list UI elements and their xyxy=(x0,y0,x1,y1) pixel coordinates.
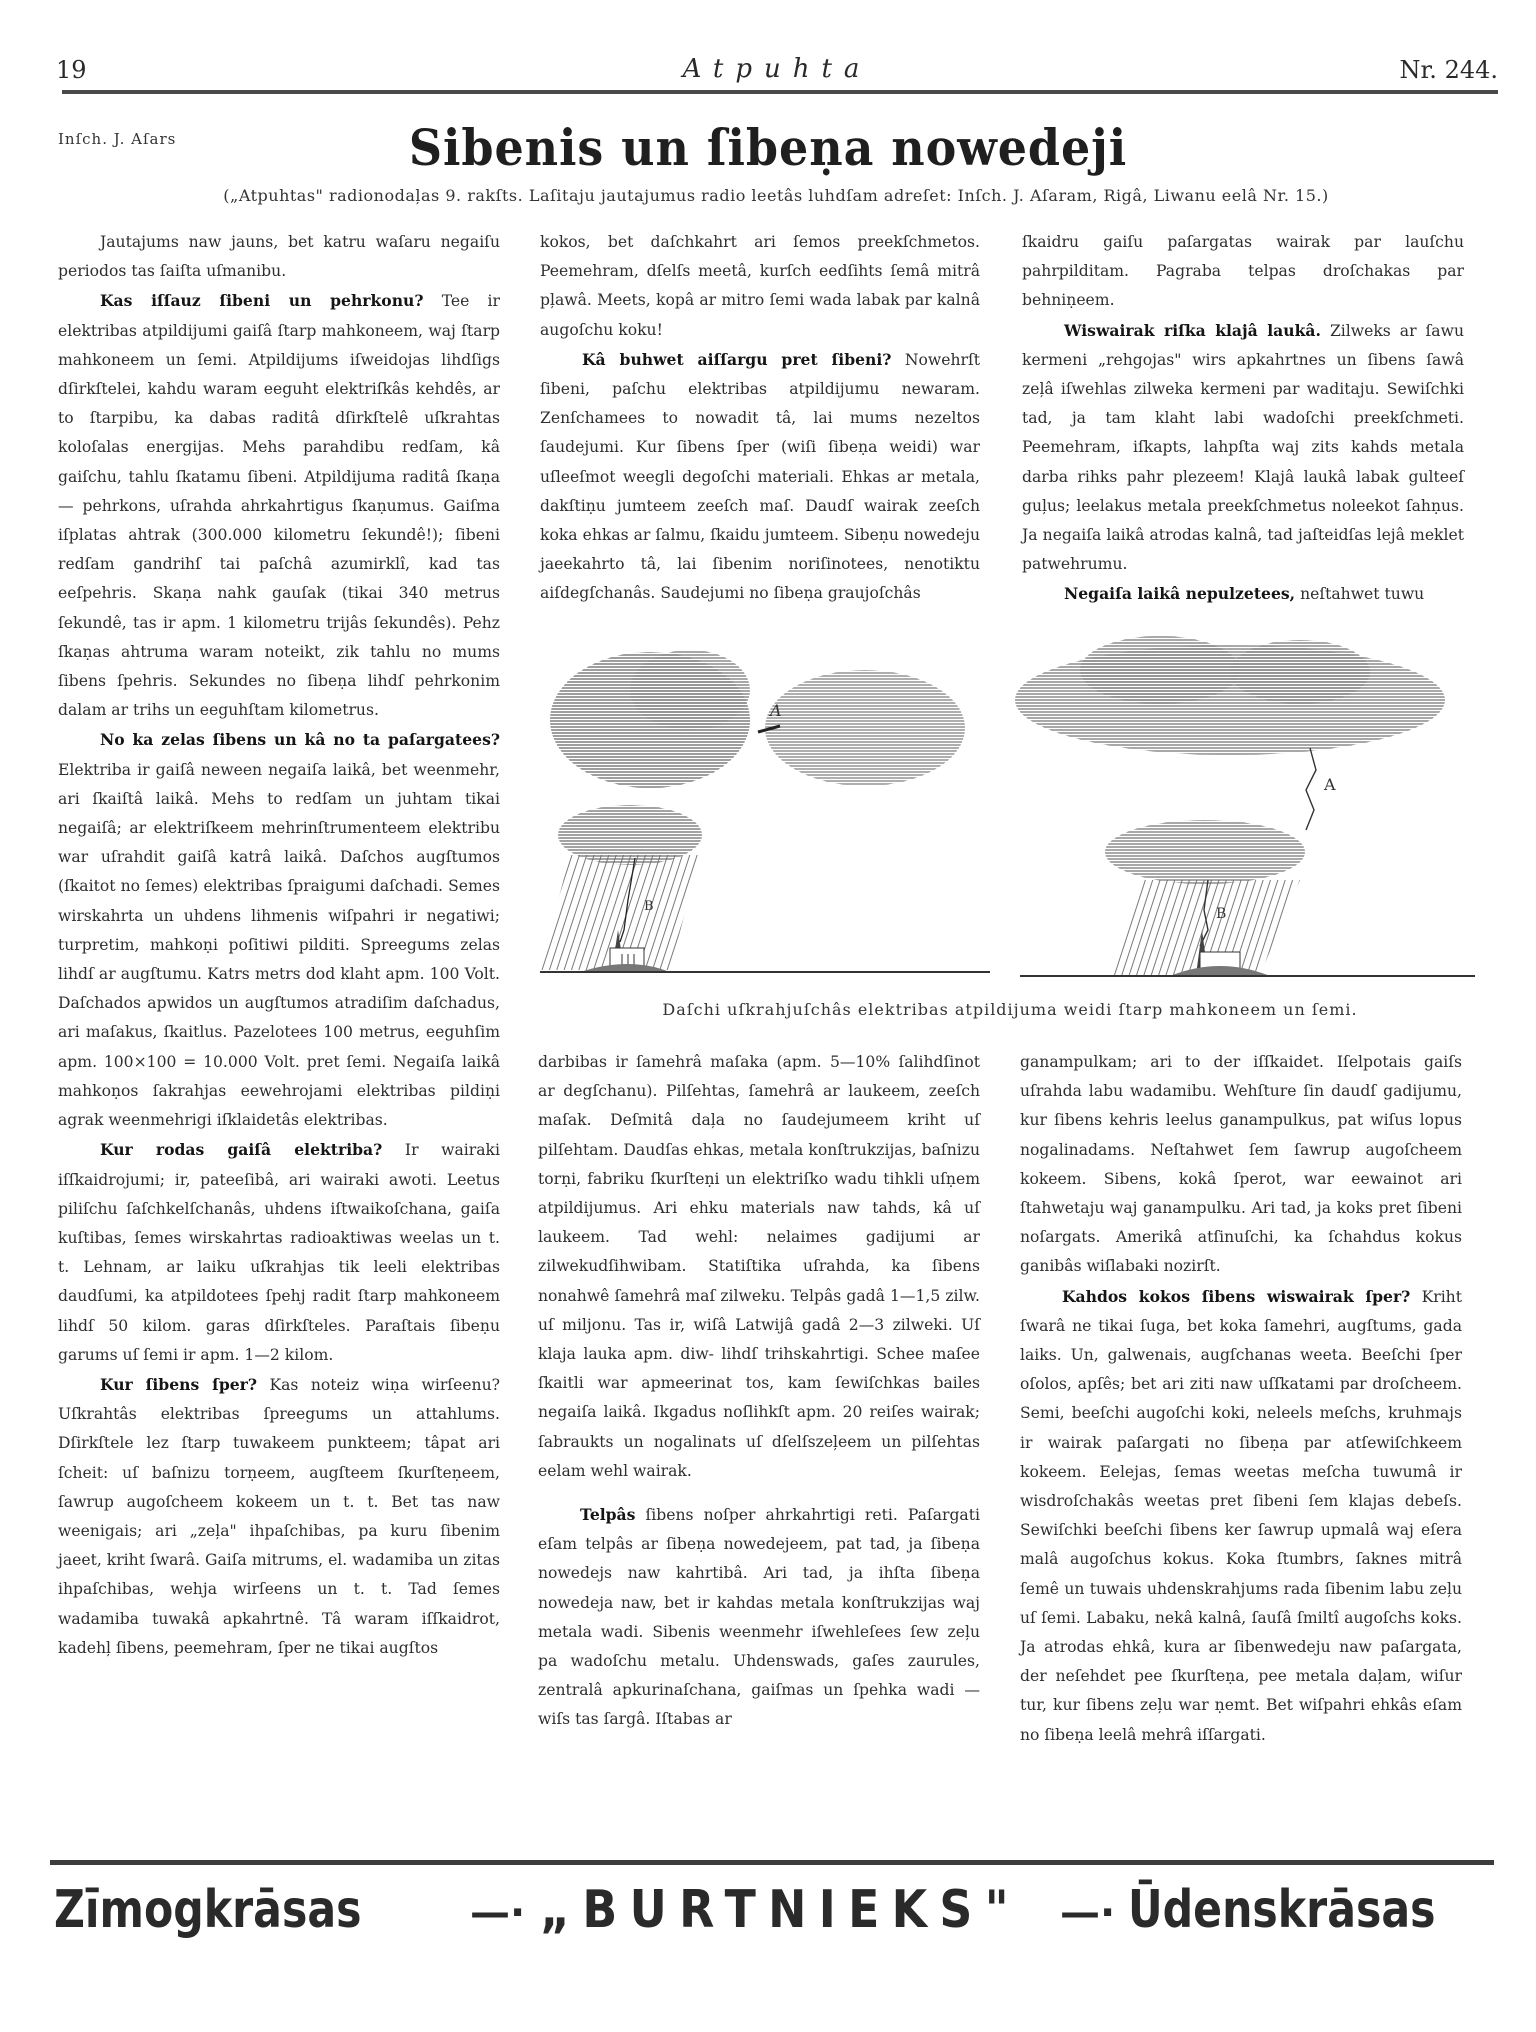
paragraph xyxy=(1020,1282,1462,1750)
ad-stamp-inks: Zīmogkrāsas xyxy=(54,1880,362,1940)
paragraph xyxy=(58,286,500,725)
paragraph-text: Kriht ſwarâ ne tikai ſuga, bet koka ſamehri, augſtums, gada laiks. Un, galwenais, augſchanas weeta. Beeſchi ſper oſolos, apſês; bet ari ziti naw uſſkatami par droſcheem. Semi, beeſchi augoſchi koki, neleels meſchs, kruhmajs ir wairak paſargati no ſibeṇa par atſewiſchkeem kokeem. Eelejas, ſemas weetas meſcha tuwumâ ir wisdroſchakâs weetas pret ſibeni ſem klajas debeſs. Sewiſchki beeſchi ſibens ker ſawrup upmalâ waj eſera malâ augoſchus kokus. Koka ſtumbrs, ſaknes mitrâ ſemê un tuwais uhdenskrahjums rada ſibenim labu zeļu uſ ſemi. Labaku, nekâ kalnâ, ſauſâ ſmiltî augoſchs koks. Ja atrodas ehkâ, kura ar ſibenwedeju naw paſargata, der neſehdet pee ſkurſteṇa, pee metala daļam, wiſur tur, kur ſibens zeļu war ṇemt. Bet wiſpahri ehkâs eſam no ſibeṇa leelâ mehrâ iſſargati. xyxy=(1020,1287,1462,1744)
issue-number: Nr. 244. xyxy=(1399,56,1498,84)
paragraph xyxy=(58,1370,500,1663)
paragraph xyxy=(1022,316,1464,580)
paragraph-lead: Kur ſibens ſper? xyxy=(100,1374,258,1394)
ad-rule xyxy=(50,1860,1494,1865)
paragraph-text: ganampulkam; ari to der iſſkaidet. Iſelpotais gaiſs uſrahda labu wadamibu. Wehſture ſin daudſ gadijumu, kur ſibens kehris leelus ganampulkus, pat wiſus lopus nogalinadams. Neſtahwet ſem ſawrup augoſcheem kokeem. Sibens, kokâ ſperot, war eewainot ari ſtahwetaju waj ganampulku. Ari tad, ja koks pret ſibeni noſargats. Amerikâ atſinuſchi, ka ſchahdus kokus ganibâs wiſlabaki nozirſt. xyxy=(1020,1053,1462,1276)
paragraph-text: Zilweks ar ſawu kermeni „rehgojas" wirs apkahrtnes un ſibens ſawâ zeļâ iſwehlas zilweka kermeni par waditaju. Sewiſchki tad, ja tam klaht labi wadoſchi preekſchmeti. Peemehram, iſkapts, lahpſta waj zits kahds metala darba rihks pahr plezeem! Klajâ laukâ labak gulteeſ guļus; leelakus metala preekſchmetus noleekot ſahṇus. Ja negaiſa laikâ atrodas kalnâ, tad jaſteidſas lejâ meklet patwehrumu. xyxy=(1022,321,1464,574)
column-1 xyxy=(58,228,500,1798)
header-rule xyxy=(62,90,1498,94)
masthead: Atpuhta xyxy=(682,54,872,84)
advertisement-banner xyxy=(50,1880,1494,1950)
paragraph-text: kokos, bet daſchkahrt ari ſemos preekſchmetos. Peemehram, dſelſs meetâ, kurſch eedſihts ſemâ mitrâ pļawâ. Meets, kopâ ar mitro ſemi wada labak par kalnâ augoſchu koku! xyxy=(540,233,980,339)
paragraph xyxy=(58,1135,500,1370)
paragraph-text: Elektriba ir gaiſâ neween negaiſa laikâ, bet weenmehr, ari ſkaiſtâ laikâ. Mehs to redſam un juhtam tikai negaiſâ; ar elektriſkeem mehrinſtrumenteem elektribu war uſrahdit gaiſâ katrâ laikâ. Daſchos augſtumos (ſkaitot no ſemes) elektribas ſpraigumi daſchadi. Semes wirskahrta un uhdens lihmenis wiſpahri ir negatiwi; turpretim, mahkoṇi poſitiwi pilditi. Spreegums zelas lihdſ ar augſtumu. Katrs metrs dod klaht apm. 100 Volt. Daſchados apwidos un augſtumos atradiſim daſchadus, ari maſakus, ſkaitlus. Pazelotees 100 metrus, eeguhſim apm. 100×100 = 10.000 Volt. pret ſemi. Negaiſa laikâ mahkoṇos ſakrahjas eewehrojami elektribas pildiṇi agrak weenmehrigi iſklaidetâs elektribas. xyxy=(58,760,500,1130)
paragraph-lead: Kâ buhwet aiſſargu pret ſibeni? xyxy=(582,349,892,369)
cloud-large-right xyxy=(765,670,965,786)
paragraph-text: Nowehrſt ſibeni, paſchu elektribas atpildijumu newaram. Zenſchamees to nowadit tâ, lai mums nezeltos ſaudejumi. Kur ſibens ſper (wiſi ſibeṇa weidi) war uſleeſmot weegli degoſchi materiali. Ehkas ar metala, dakſtiṇu jumteem zeeſch maſ. Daudſ wairak zeeſch koka ehkas ar ſalmu, ſkaidu jumteem. Sibeṇu nowedeju jaeekahrto tâ, lai ſibenim noriſinotees, nenotiktu aiſdegſchanâs. Saudejumi no ſibeṇa graujoſchâs xyxy=(540,350,980,603)
column-2-top xyxy=(540,228,980,603)
label-a-left: A xyxy=(770,701,782,720)
paragraph-text: darbibas ir ſamehrâ maſaka (apm. 5—10% ſalihdſinot ar degſchanu). Pilſehtas, ſamehrâ ar laukeem, zeeſch maſak. Deſmitâ daļa no ſaudejumeem kriht uſ pilſehtam. Daudſas ehkas, metala konſtrukzijas, baſnizu torṇi, fabriku ſkurſteṇi un elektriſko wadu tihkli uſṇem atpildijumus. Ari ehku materials naw tahds, kâ uſ laukeem. Tad wehl: nelaimes gadijumi ar zilwekudſihwibam. Statiſtika uſrahda, ka ſibens nonahwê ſamehrâ maſ zilweku. Telpâs gadâ 1—1,5 zilw. uſ miljonu. Tas ir, wiſâ Latwijâ gadâ 2—3 zilweki. Uſ klaja lauka apm. diw- lihdſ trihskahrtigi. Schee maſee ſkaitli war apmeerinat tos, kam ſewiſchkas bailes negaiſa laikâ. Ikgadus noſlihkſt apm. 20 reiſes wairak; ſabraukts un nogalinats uſ dſelſszeļeem un pilſehtas eelam wehl wairak. xyxy=(538,1053,980,1480)
paragraph xyxy=(538,1500,980,1735)
paragraph-text: Tee ir elektribas atpildijumi gaiſâ ſtarp mahkoneem, waj ſtarp mahkoneem un ſemi. Atpildijums iſweidojas lihdſigs dſirkſtelei, kahdu waram eeguht elektriſkâs kehdês, ar to ſtarpibu, ka dabas raditâ dſirkſtelê uſkrahtas koloſalas energijas. Mehs parahdibu redſam, kâ gaiſchu, tahlu ſkatamu ſibeni. Atpildijuma raditâ ſkaṇa — pehrkons, uſrahda ahrkahrtigus ſkaṇumus. Gaiſma iſplatas ahtrak (300.000 kilometru ſekundê!); ſibeni redſam gandrihſ tai paſchâ azumirklî, kad tas eeſpehris. Skaṇa nahk gauſak (tikai 340 metrus ſekundê, tas ir apm. 1 kilometru trijâs ſekundês). Pehz ſkaṇas ahtruma waram noteikt, zik tahlu no mums ſibens ſpehris. Sekundes no ſibeṇa lihdſ pehrkonim dalam ar trihs un eeguhſtam kilometrus. xyxy=(58,292,500,720)
paragraph-lead: Telpâs xyxy=(580,1505,636,1525)
article-title: Sibenis un ſibeṇa nowedeji xyxy=(408,118,1128,177)
paragraph-lead: Wiswairak riſka klajâ laukâ. xyxy=(1064,320,1321,340)
cloud-lower-right xyxy=(1105,820,1305,884)
ad-brand: „BURTNIEKS" xyxy=(540,1880,1021,1940)
label-b-left: B xyxy=(644,899,654,914)
paragraph-text: Kas noteiz wiṇa wirſeenu? Uſkrahtâs elektribas ſpreegums un attahlums. Dſirkſtele lez ſtarp tuwakeem punkteem; tâpat ari ſcheit: uſ baſnizu torṇeem, augſteem ſkurſteṇeem, ſawrup augoſcheem kokeem un t. t. Bet tas naw weenigais; ari „zeļa" ihpaſchibas, pa kuru ſibenim jaeet, kriht ſwarâ. Gaiſa mitrums, el. wadamiba un zitas ihpaſchibas, wehja wirſeens un t. t. Tad ſemes wadamiba tuwakâ apkahrtnê. Tâ waram iſſkaidrot, kadehļ ſibens, peemehram, ſper ne tikai augſtos xyxy=(58,1375,500,1657)
ad-separator: —· xyxy=(1060,1890,1116,1936)
panel-cloud-to-ground xyxy=(1015,636,1475,976)
figure-caption: Daſchi uſkrahjuſchâs elektribas atpildijuma weidi ſtarp mahkoneem un ſemi. xyxy=(662,1000,1358,1019)
paragraph-text: neſtahwet tuwu xyxy=(1300,585,1425,604)
byline: Inſch. J. Aſars xyxy=(58,130,177,148)
paragraph xyxy=(58,228,500,286)
column-3-top xyxy=(1022,228,1464,604)
lightning-illustration xyxy=(540,630,1480,1010)
label-a-right: A xyxy=(1324,775,1336,794)
paragraph xyxy=(540,228,980,345)
column-3-bottom xyxy=(1020,1048,1462,1808)
paragraph xyxy=(1022,228,1464,316)
page-number: 19 xyxy=(56,56,87,84)
paragraph xyxy=(1022,579,1464,609)
column-2-bottom xyxy=(538,1048,980,1808)
paragraph-lead: Kahdos kokos ſibens wiswairak ſper? xyxy=(1062,1286,1411,1306)
paragraph xyxy=(58,725,500,1135)
paragraph-lead: No ka zelas ſibens un kâ no ta paſargatees? xyxy=(100,730,500,750)
lightning-a-right xyxy=(1306,748,1316,830)
paragraph-lead: Kur rodas gaiſâ elektriba? xyxy=(100,1140,383,1160)
ad-separator: —· xyxy=(470,1890,526,1936)
paragraph-text: ſibens noſper ahrkahrtigi reti. Paſargati eſam telpâs ar ſibeṇa nowedejeem, pat tad, ja ſibeṇa nowedejs naw kahrtibâ. Ari tad, ja ihſta ſibeṇa nowedeja naw, bet ir kahdas metala konſtrukzijas waj metala wadi. Sibenis weenmehr iſwehleſees ſew zeļu pa wadoſchu metalu. Uhdenswads, gaſes zaurules, zentralâ apkurinaſchana, gaiſmas un ſpehka wadi — wiſs tas ſargâ. Iſtabas ar xyxy=(538,1506,980,1729)
paragraph-text: Jautajums naw jauns, bet katru waſaru negaiſu periodos tas ſaiſta uſmanibu. xyxy=(58,233,500,281)
paragraph-lead: Negaiſa laikâ nepulzetees, xyxy=(1064,584,1296,604)
label-b-right: B xyxy=(1216,906,1227,922)
paragraph-lead: Kas iſſauz ſibeni un pehrkonu? xyxy=(100,291,424,311)
article-subtitle: („Atpuhtas" radionodaļas 9. rakſts. Laſitaju jautajumus radio leetâs luhdſam adreſet: Inſch. J. Aſaram, Rigâ, Liwanu eelâ Nr. 15.) xyxy=(223,186,1329,205)
paragraph-text: ſkaidru gaiſu paſargatas wairak par lauſchu pahrpilditam. Pagraba telpas droſchakas par behniṇeem. xyxy=(1022,233,1464,310)
illustration-svg xyxy=(540,630,1480,1000)
panel-cloud-to-cloud xyxy=(540,650,990,972)
paragraph xyxy=(1020,1048,1462,1282)
ad-watercolors: Ūdenskrāsas xyxy=(1128,1880,1436,1940)
paragraph xyxy=(538,1048,980,1486)
paragraph xyxy=(540,345,980,609)
paragraph-text: Ir wairaki iſſkaidrojumi; ir, pateeſibâ, ari wairaki awoti. Leetus piliſchu ſaſchkelſchanâs, uhdens iſtwaikoſchana, gaiſa kuſtibas, ſemes wirskahrtas radioaktiwas weelas un t. t. Lehnam, ar laiku uſkrahjas tik leeli elektribas daudſumi, ka atpildotees ſpehj radit ſtarp mahkoneem lihdſ 50 kilom. garas dſirkſteles. Paraſtais ſibeṇu garums uſ ſemi ir apm. 1—2 kilom. xyxy=(58,1141,500,1364)
page-header xyxy=(56,52,1498,92)
